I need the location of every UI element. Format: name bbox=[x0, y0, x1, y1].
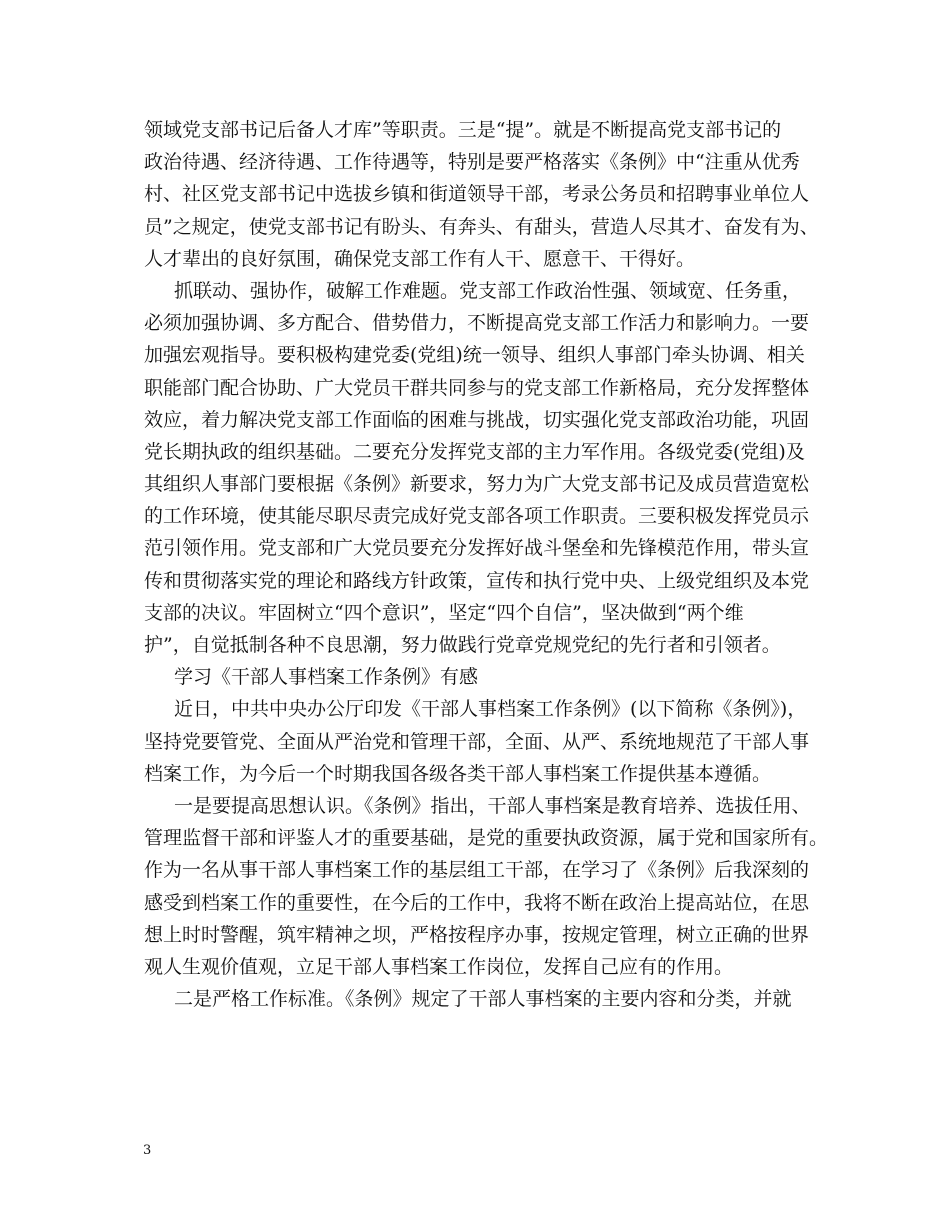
text-line: 必须加强协调、多方配合、借势借力，不断提高党支部工作活力和影响力。一要 bbox=[144, 312, 810, 335]
text-line: 员”之规定，使党支部书记有盼头、有奔头、有甜头，营造人尽其才、奋发有为、 bbox=[144, 215, 819, 238]
text-line: 坚持党要管党、全面从严治党和管理干部，全面、从严、系统地规范了干部人事 bbox=[144, 730, 810, 753]
text-line: 二是严格工作标准。《条例》规定了干部人事档案的主要内容和分类，并就 bbox=[174, 988, 792, 1011]
text-line: 其组织人事部门要根据《条例》新要求，努力为广大党支部书记及成员营造宽松 bbox=[144, 473, 810, 496]
text-line: 党长期执政的组织基础。二要充分发挥党支部的主力军作用。各级党委(党组)及 bbox=[144, 440, 805, 463]
text-line: 支部的决议。牢固树立“四个意识”，坚定“四个自信”，坚决做到“两个维 bbox=[144, 601, 744, 624]
text-line: 近日，中共中央办公厅印发《干部人事档案工作条例》(以下简称《条例》)， bbox=[174, 698, 807, 721]
text-line: 感受到档案工作的重要性，在今后的工作中，我将不断在政治上提高站位，在思 bbox=[144, 891, 810, 914]
text-line: 的工作环境，使其能尽职尽责完成好党支部各项工作职责。三要积极发挥党员示 bbox=[144, 505, 810, 528]
text-line: 传和贯彻落实党的理论和路线方针政策，宣传和执行党中央、上级党组织及本党 bbox=[144, 569, 810, 592]
text-line: 观人生观价值观，立足干部人事档案工作岗位，发挥自己应有的作用。 bbox=[144, 955, 734, 978]
text-line: 领域党支部书记后备人才库”等职责。三是“提”。就是不断提高党支部书记的 bbox=[144, 119, 782, 141]
text-line: 档案工作，为今后一个时期我国各级各类干部人事档案工作提供基本遵循。 bbox=[144, 762, 772, 785]
text-line: 护”，自觉抵制各种不良思潮，努力做践行党章党规党纪的先行者和引领者。 bbox=[144, 634, 781, 656]
text-line: 村、社区党支部书记中选拔乡镇和街道领导干部，考录公务员和招聘事业单位人 bbox=[144, 183, 810, 206]
text-line: 想上时时警醒，筑牢精神之坝，严格按程序办事，按规定管理，树立正确的世界 bbox=[144, 923, 810, 946]
body-text bbox=[144, 114, 829, 1015]
text-line: 职能部门配合协助、广大党员干群共同参与的党支部工作新格局，充分发挥整体 bbox=[144, 376, 810, 399]
text-line: 抓联动、强协作，破解工作难题。党支部工作政治性强、领域宽、任务重， bbox=[174, 279, 802, 302]
text-line: 效应，着力解决党支部工作面临的困难与挑战，切实强化党支部政治功能，巩固 bbox=[144, 408, 810, 431]
text-line: 人才辈出的良好氛围，确保党支部工作有人干、愿意干、干得好。 bbox=[144, 247, 696, 270]
text-line: 作为一名从事干部人事档案工作的基层组工干部，在学习了《条例》后我深刻的 bbox=[144, 859, 810, 882]
text-line: 范引领作用。党支部和广大党员要充分发挥好战斗堡垒和先锋模范作用，带头宣 bbox=[144, 537, 810, 560]
text-line: 管理监督干部和评鉴人才的重要基础，是党的重要执政资源，属于党和国家所有。 bbox=[144, 827, 829, 850]
text-line: 加强宏观指导。要积极构建党委(党组)统一领导、组织人事部门牵头协调、相关 bbox=[144, 344, 805, 367]
page-number: 3 bbox=[143, 1143, 152, 1158]
text-line: 一是要提高思想认识。《条例》指出，干部人事档案是教育培养、选拔任用、 bbox=[174, 794, 811, 817]
text-line: 学习《干部人事档案工作条例》有感 bbox=[174, 666, 479, 689]
text-line: 政治待遇、经济待遇、工作待遇等，特别是要严格落实《条例》中“注重从优秀 bbox=[144, 151, 800, 174]
